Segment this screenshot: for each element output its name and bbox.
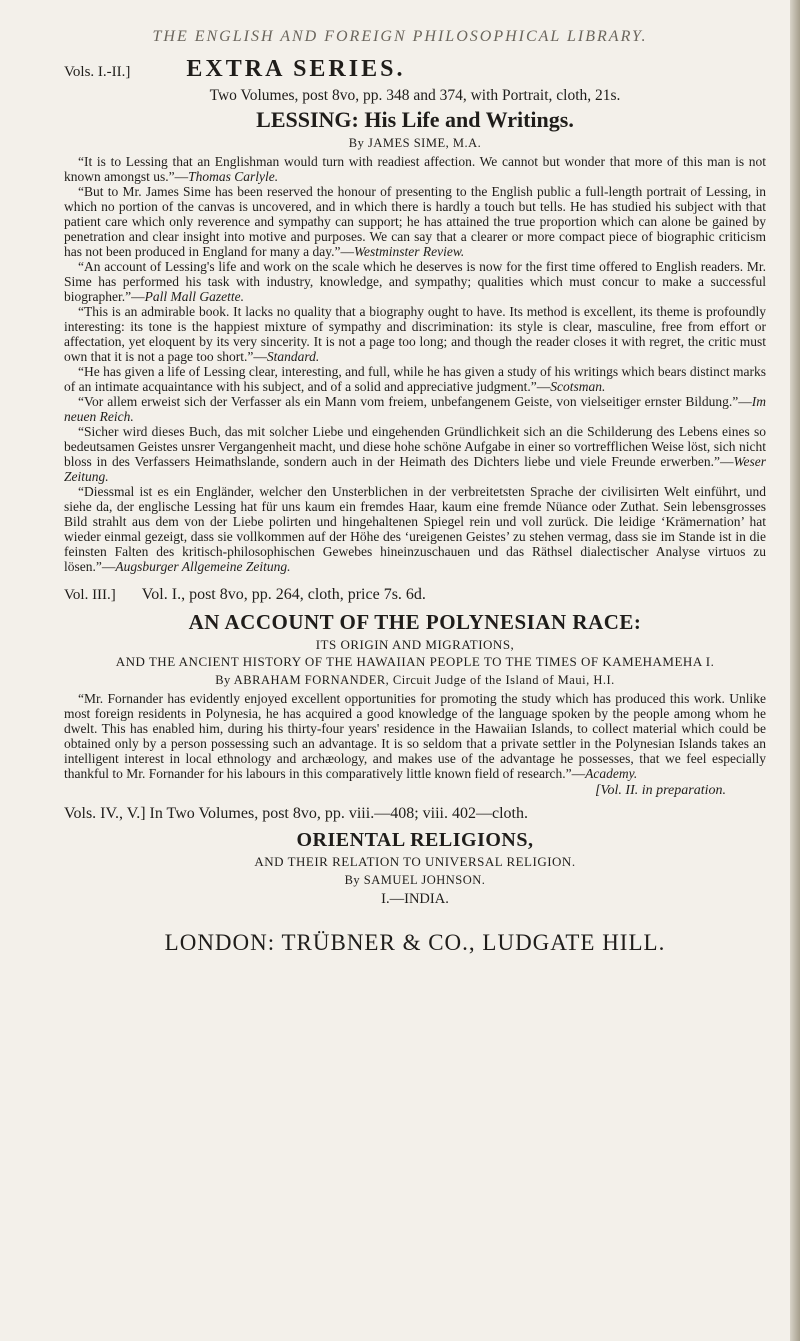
polynesian-preparation-note: [Vol. II. in preparation. bbox=[595, 783, 726, 798]
polynesian-subtitle-2: AND THE ANCIENT HISTORY OF THE HAWAIIAN PEOPLE TO THE TIMES OF KAMEHAMEHA I. bbox=[115, 654, 715, 669]
lessing-reviews bbox=[64, 154, 766, 574]
extra-vols-label: Vols. I.-II.] bbox=[64, 64, 131, 80]
review-neuen-reich: “Vor allem erweist sich der Verfasser als ein Mann vom freiem, unbefangenem Geiste, von vielseitiger ernster Bildung.”—Im neuen Reich. bbox=[64, 394, 766, 424]
review-carlyle: “It is to Lessing that an Englishman would turn with readiest affection. We cannot but wonder that more of this man is not known amongst us.”—Thomas Carlyle. bbox=[64, 154, 766, 184]
oriental-volumes-line: In Two Volumes, post 8vo, pp. viii.—408; viii. 402—cloth. bbox=[149, 805, 528, 822]
running-head: THE ENGLISH AND FOREIGN PHILOSOPHICAL LIBRARY. bbox=[152, 28, 648, 45]
review-standard: “This is an admirable book. It lacks no quality that a biography ought to have. Its method is excellent, its theme is profoundly interesting: its tone is the happiest mixture of sympathy and discrimination: its style is clear, masculine, free from effort or affectation, yet eloquent by its very sincerity. It is not a page too long; and though the reader closes it with regret, the critic must own that it is not a page too short.”—Standard. bbox=[64, 304, 766, 364]
polynesian-author: By ABRAHAM FORNANDER, Circuit Judge of the Island of Maui, H.I. bbox=[215, 673, 615, 687]
oriental-header bbox=[64, 805, 766, 823]
oriental-author: By SAMUEL JOHNSON. bbox=[344, 873, 486, 887]
lessing-author: By JAMES SIME, M.A. bbox=[348, 136, 482, 150]
oriental-vols-label: Vols. IV., V.] bbox=[64, 805, 146, 822]
polynesian-header bbox=[64, 586, 766, 604]
review-scotsman: “He has given a life of Lessing clear, interesting, and full, while he has given a study of his writings which bears distinct marks of an intimate acquaintance with his subject, and of a solid and appreciative judgment.”—Scotsman. bbox=[64, 364, 766, 394]
oriental-part: I.—INDIA. bbox=[381, 891, 449, 907]
polynesian-title: AN ACCOUNT OF THE POLYNESIAN RACE: bbox=[188, 610, 642, 634]
review-westminster: “But to Mr. James Sime has been reserved the honour of presenting to the English public a full-length portrait of Lessing, in which no portion of the canvas is uncovered, and in which there is hardly a touch but tells. He has studied his subject with that patient care which only reverence and sympathy can support; he has attained the true proportion which can alone be gained by penetration and clear insight into motive and purposes. We can say that a clearer or more compact piece of biographic criticism has not been produced in England for many a day.”—Westminster Review. bbox=[64, 184, 766, 259]
review-weser: “Sicher wird dieses Buch, das mit solcher Liebe und eingehenden Gründlichkeit sich an die Schilderung des Lebens eines so bedeutsamen Geistes unsrer Vergangenheit macht, und diese hohe schöne Aufgabe in einer so vortrefflichen Weise löst, sich nicht bloss in des Verfassers Heimathslande, sondern auch in der Heimath des Dichters liebe und viele Freunde erwerben.”—Weser Zeitung. bbox=[64, 424, 766, 484]
lessing-volumes-line: Two Volumes, post 8vo, pp. 348 and 374, with Portrait, cloth, 21s. bbox=[209, 87, 621, 104]
oriental-subtitle: AND THEIR RELATION TO UNIVERSAL RELIGION. bbox=[254, 854, 576, 869]
series-title: EXTRA SERIES. bbox=[186, 56, 406, 82]
polynesian-vol-label: Vol. III.] bbox=[64, 587, 116, 603]
publisher-imprint: LONDON: TRÜBNER & CO., LUDGATE HILL. bbox=[164, 930, 666, 955]
extra-series-header bbox=[64, 56, 766, 83]
polynesian-subtitle-1: ITS ORIGIN AND MIGRATIONS, bbox=[315, 637, 515, 652]
review-academy: “Mr. Fornander has evidently enjoyed excellent opportunities for promoting the study which has produced this work. Unlike most foreign residents in Polynesia, he has acquired a good knowledge of the language spoken by the people among whom he dwelt. This has enabled him, during his thirty-four years' residence in the Hawaiian Islands, to collect material which could be obtained only by a person possessing such an advantage. It is so seldom that a private settler in the Polynesian Islands takes an intelligent interest in local ethnology and archæology, and makes use of the advantage he possesses, that we feel especially thankful to Mr. Fornander for his labours in this comparatively little known field of research.”—Academy. bbox=[64, 691, 766, 781]
oriental-title: ORIENTAL RELIGIONS, bbox=[296, 829, 534, 851]
review-pall-mall: “An account of Lessing's life and work on the scale which he deserves is now for the first time offered to English readers. Mr. Sime has performed his task with industry, knowledge, and sympathy; qualities which must concur to make a successful biographer.”—Pall Mall Gazette. bbox=[64, 259, 766, 304]
page-edge-shadow bbox=[790, 0, 800, 1341]
polynesian-volumes-line: Vol. I., post 8vo, pp. 264, cloth, price 7s. 6d. bbox=[141, 586, 426, 603]
lessing-title: LESSING: His Life and Writings. bbox=[256, 107, 574, 132]
review-augsburger: “Diessmal ist es ein Engländer, welcher den Unsterblichen in der verbreitetsten Sprache der civilisirten Welt einführt, und siehe da, der englische Lessing hat für uns kaum ein fremdes Haar, kaum eine fremde Nüance oder Zuthat. Sein lebensgrosses Bild strahlt aus dem von der Liebe polirten und hingehaltenen Spiegel rein und voll zurück. Die leidige ‘Krämernation’ hat wieder einmal gezeigt, dass sie vollkommen auf der Höhe des ‘ureigenen Geistes’ zu stehen vermag, dass sie im Stande ist in die feinsten Falten des kritisch-philosophischen Gewebes hineinzuschauen und das Räthsel dialectischer Analyse virtuos zu lösen.”—Augsburger Allgemeine Zeitung. bbox=[64, 484, 766, 574]
